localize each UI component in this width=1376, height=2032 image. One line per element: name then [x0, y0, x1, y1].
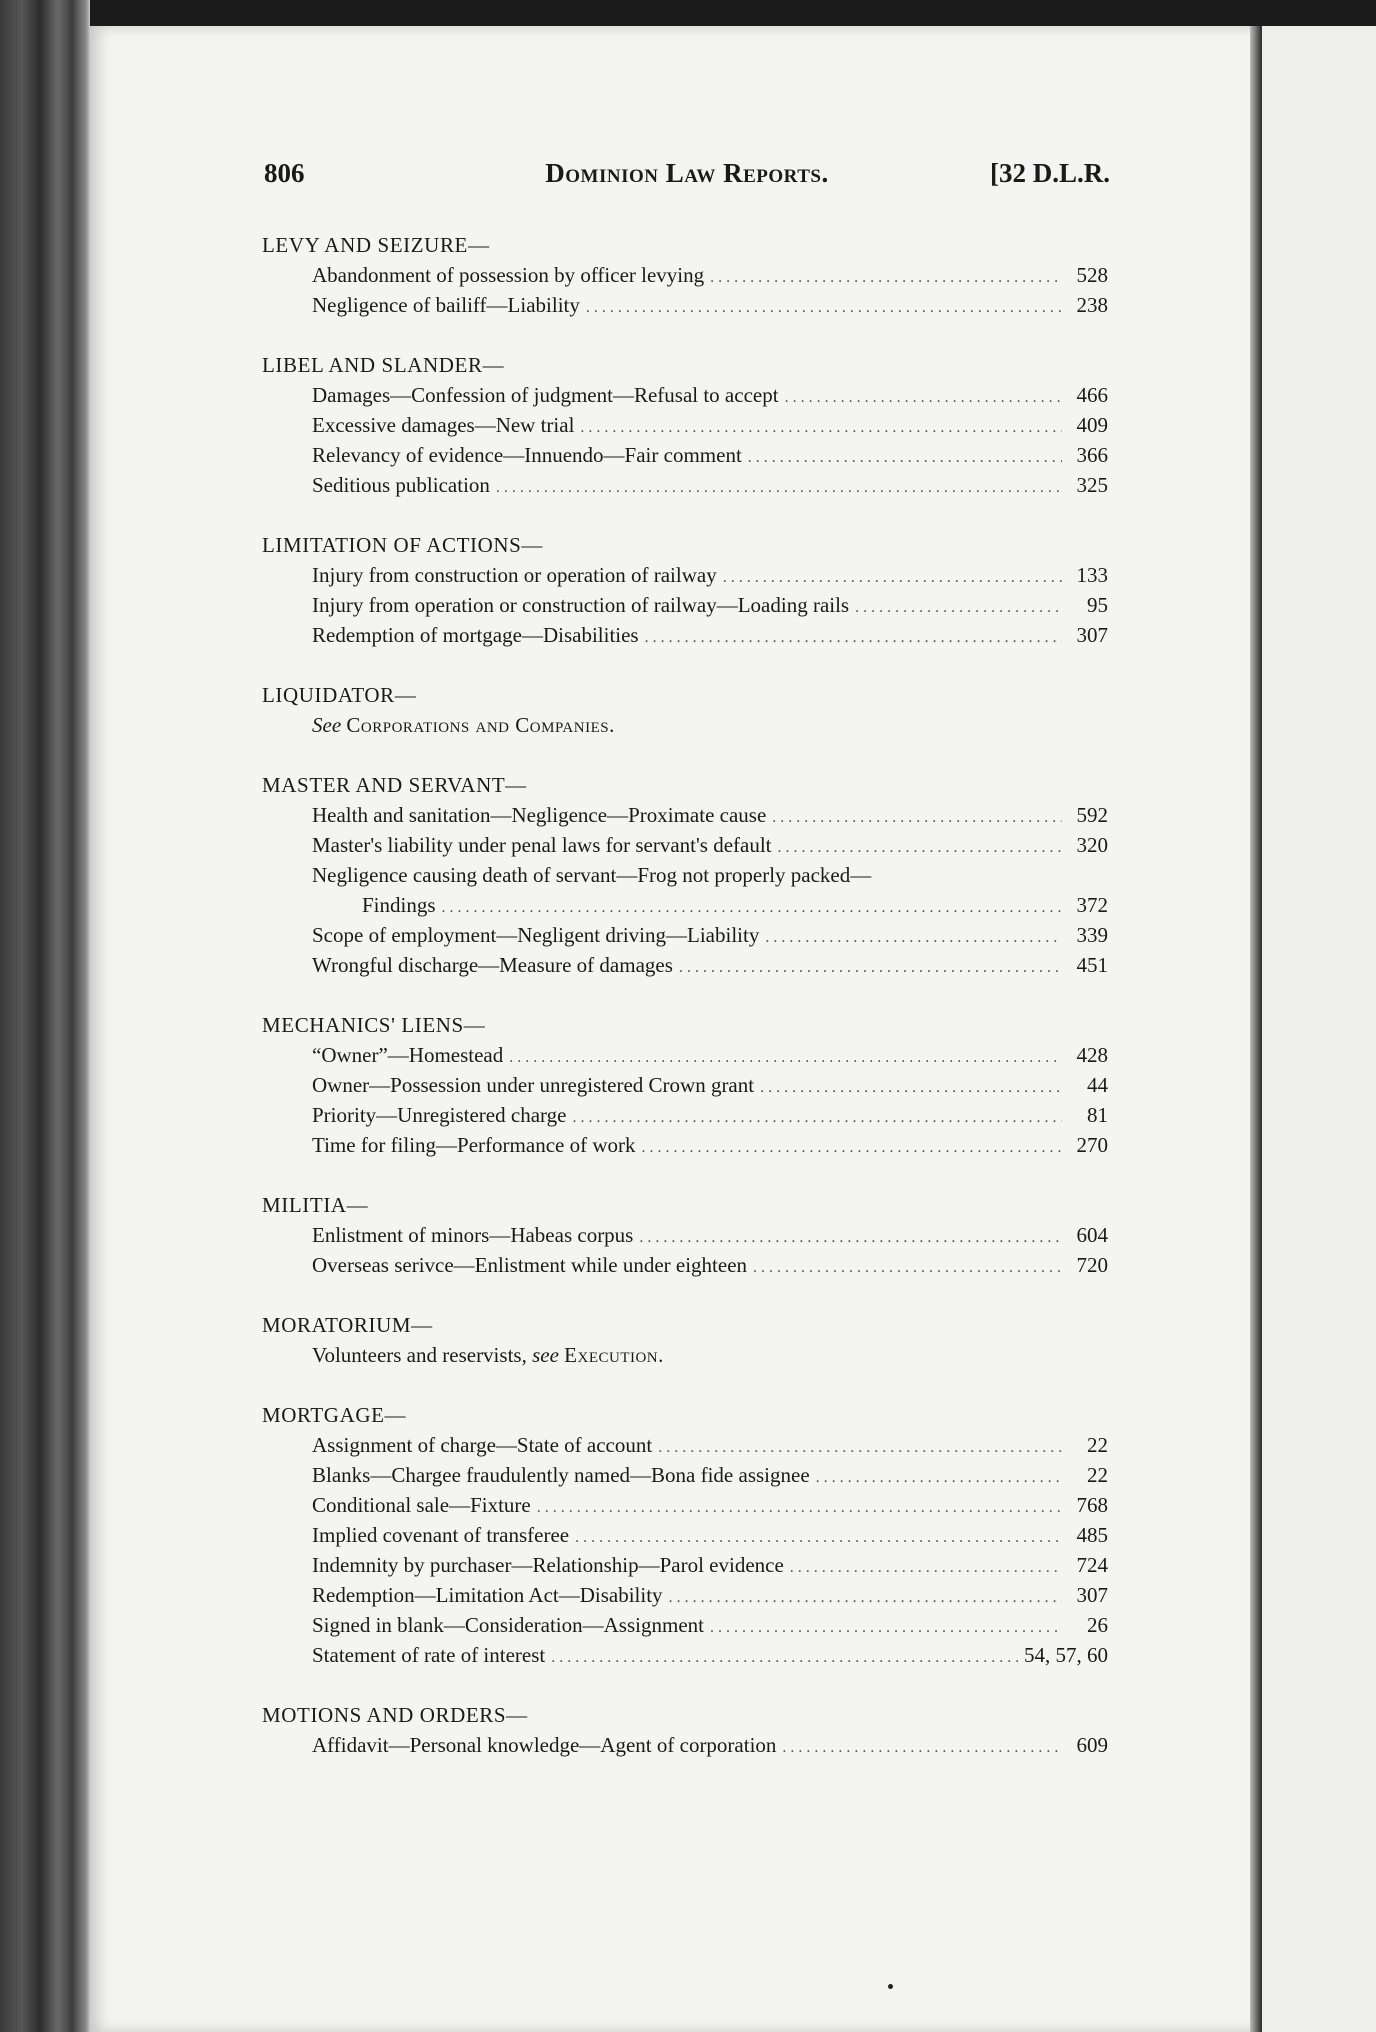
cross-reference-target: Execution.	[564, 1343, 664, 1367]
dot-leader	[778, 833, 1062, 863]
index-entry	[262, 1640, 1108, 1670]
entry-text: Statement of rate of interest	[312, 1643, 546, 1667]
index-entry	[262, 410, 1108, 440]
index-section	[262, 1700, 1108, 1760]
section-heading: MASTER AND SERVANT—	[262, 773, 527, 797]
entry-page: 44	[1087, 1073, 1108, 1097]
index-entry	[262, 1250, 1108, 1280]
index-entry	[262, 1040, 1108, 1070]
scan-top-edge	[0, 0, 1376, 26]
dot-leader	[669, 1583, 1062, 1613]
cross-reference	[262, 710, 1108, 740]
entry-page: 592	[1076, 803, 1108, 827]
index-section	[262, 1310, 1108, 1370]
section-heading: MORATORIUM—	[262, 1313, 433, 1337]
entry-text: Health and sanitation—Negligence—Proximate cause	[312, 803, 767, 827]
entry-page: 409	[1076, 413, 1108, 437]
index-section	[262, 230, 1108, 320]
index-entry	[262, 1220, 1108, 1250]
section-heading: MECHANICS' LIENS—	[262, 1013, 486, 1037]
entry-page: 768	[1076, 1493, 1108, 1517]
entry-page: 54, 57, 60	[1024, 1643, 1108, 1667]
index-entry	[262, 1490, 1108, 1520]
book-binding-edge	[0, 0, 90, 2032]
index-entry	[262, 950, 1108, 980]
dot-leader	[765, 923, 1062, 953]
index-section	[262, 770, 1108, 980]
index-entry	[262, 470, 1108, 500]
entry-page: 485	[1076, 1523, 1108, 1547]
dot-leader	[551, 1643, 1018, 1673]
index-entry	[262, 560, 1108, 590]
dot-leader	[509, 1043, 1062, 1073]
entry-page: 339	[1076, 923, 1108, 947]
scan-speck	[888, 1984, 893, 1989]
dot-leader	[772, 803, 1062, 833]
index-entry	[262, 1130, 1108, 1160]
index-entry	[262, 890, 1108, 920]
dot-leader	[785, 383, 1062, 413]
entry-page: 325	[1076, 473, 1108, 497]
index-entry	[262, 800, 1108, 830]
entry-text: Wrongful discharge—Measure of damages	[312, 953, 673, 977]
dot-leader	[572, 1103, 1062, 1133]
see-word: See	[312, 713, 342, 737]
index-entry	[262, 1520, 1108, 1550]
entry-text: Negligence of bailiff—Liability	[312, 293, 580, 317]
entry-text: Redemption—Limitation Act—Disability	[312, 1583, 663, 1607]
entry-text: Implied covenant of transferee	[312, 1523, 570, 1547]
dot-leader	[645, 623, 1062, 653]
entry-page: 720	[1076, 1253, 1108, 1277]
index-entry	[262, 1430, 1108, 1460]
entry-page: 372	[1076, 893, 1108, 917]
dot-leader	[442, 893, 1062, 923]
entry-text: Enlistment of minors—Habeas corpus	[312, 1223, 634, 1247]
section-heading: LIBEL AND SLANDER—	[262, 353, 505, 377]
cross-reference	[262, 1340, 1108, 1370]
entry-text: Indemnity by purchaser—Relationship—Parol evidence	[312, 1553, 784, 1577]
dot-leader	[496, 473, 1062, 503]
dot-leader	[580, 413, 1062, 443]
entry-page: 26	[1087, 1613, 1108, 1637]
entry-page: 604	[1076, 1223, 1108, 1247]
page-number: 806	[264, 158, 305, 188]
entry-text: Assignment of charge—State of account	[312, 1433, 653, 1457]
entry-text: Blanks—Chargee fraudulently named—Bona fide assignee	[312, 1463, 810, 1487]
entry-text: Affidavit—Personal knowledge—Agent of corporation	[312, 1733, 777, 1757]
running-header	[264, 158, 1110, 198]
dot-leader	[753, 1253, 1062, 1283]
index-section	[262, 530, 1108, 650]
index-entry	[262, 620, 1108, 650]
section-heading: LEVY AND SEIZURE—	[262, 233, 490, 257]
dot-leader	[710, 1613, 1062, 1643]
entry-page: 466	[1076, 383, 1108, 407]
dot-leader	[658, 1433, 1062, 1463]
index-entry	[262, 1610, 1108, 1640]
entry-text: Seditious publication	[312, 473, 490, 497]
index-entry	[262, 920, 1108, 950]
cross-reference-prefix: Volunteers and reservists,	[312, 1343, 533, 1367]
dot-leader	[748, 443, 1062, 473]
entry-page: 307	[1076, 1583, 1108, 1607]
index-entry	[262, 1550, 1108, 1580]
facing-page-edge	[1262, 26, 1376, 2032]
dot-leader	[642, 1133, 1063, 1163]
index-section	[262, 1010, 1108, 1160]
entry-text: Injury from construction or operation of railway	[312, 563, 717, 587]
entry-page: 81	[1087, 1103, 1108, 1127]
index-content	[262, 230, 1108, 1790]
entry-page: 451	[1076, 953, 1108, 977]
cross-reference-target: Corporations and Companies.	[346, 713, 615, 737]
index-entry	[262, 1580, 1108, 1610]
index-entry	[262, 260, 1108, 290]
entry-text: Signed in blank—Consideration—Assignment	[312, 1613, 704, 1637]
index-entry	[262, 1100, 1108, 1130]
dot-leader	[586, 293, 1062, 323]
entry-text: Time for filing—Performance of work	[312, 1133, 636, 1157]
entry-page: 609	[1076, 1733, 1108, 1757]
section-heading: LIQUIDATOR—	[262, 683, 417, 707]
entry-text: Abandonment of possession by officer levying	[312, 263, 705, 287]
dot-leader	[790, 1553, 1062, 1583]
section-heading: MOTIONS AND ORDERS—	[262, 1703, 528, 1727]
index-section	[262, 1400, 1108, 1670]
entry-text: Injury from operation or construction of railway—Loading rails	[312, 593, 850, 617]
dot-leader	[710, 263, 1062, 293]
index-entry	[262, 590, 1108, 620]
entry-page: 428	[1076, 1043, 1108, 1067]
page-gutter	[1250, 26, 1262, 2032]
dot-leader	[679, 953, 1062, 983]
dot-leader	[816, 1463, 1062, 1493]
entry-text: Priority—Unregistered charge	[312, 1103, 567, 1127]
index-section	[262, 350, 1108, 500]
entry-text: Scope of employment—Negligent driving—Liability	[312, 923, 760, 947]
entry-page: 238	[1076, 293, 1108, 317]
entry-page: 320	[1076, 833, 1108, 857]
entry-page: 307	[1076, 623, 1108, 647]
volume-reference: [32 D.L.R.	[990, 158, 1110, 188]
entry-text: Conditional sale—Fixture	[312, 1493, 531, 1517]
dot-leader	[782, 1733, 1062, 1763]
index-entry	[262, 290, 1108, 320]
section-heading: MILITIA—	[262, 1193, 369, 1217]
index-section	[262, 1190, 1108, 1280]
entry-page: 95	[1087, 593, 1108, 617]
entry-page: 22	[1087, 1463, 1108, 1487]
index-section	[262, 680, 1108, 740]
entry-text-continuation: Findings	[362, 893, 436, 917]
entry-page: 366	[1076, 443, 1108, 467]
entry-text: Redemption of mortgage—Disabilities	[312, 623, 639, 647]
entry-page: 270	[1076, 1133, 1108, 1157]
index-entry	[262, 1460, 1108, 1490]
entry-text: Negligence causing death of servant—Frog not properly packed—	[312, 863, 872, 887]
entry-page: 133	[1076, 563, 1108, 587]
index-entry	[262, 1730, 1108, 1760]
dot-leader	[760, 1073, 1062, 1103]
entry-text: Excessive damages—New trial	[312, 413, 575, 437]
dot-leader	[537, 1493, 1062, 1523]
entry-page: 22	[1087, 1433, 1108, 1457]
entry-text: Master's liability under penal laws for servant's default	[312, 833, 772, 857]
entry-text: Overseas serivce—Enlistment while under eighteen	[312, 1253, 748, 1277]
entry-page: 528	[1076, 263, 1108, 287]
see-word: see	[532, 1343, 559, 1367]
entry-text: Relevancy of evidence—Innuendo—Fair comment	[312, 443, 742, 467]
index-entry	[262, 1070, 1108, 1100]
index-entry	[262, 380, 1108, 410]
dot-leader	[575, 1523, 1062, 1553]
dot-leader	[855, 593, 1062, 623]
section-heading: MORTGAGE—	[262, 1403, 407, 1427]
journal-title: Dominion Law Reports.	[545, 158, 829, 188]
entry-text: “Owner”—Homestead	[312, 1043, 504, 1067]
dot-leader	[639, 1223, 1062, 1253]
section-heading: LIMITATION OF ACTIONS—	[262, 533, 544, 557]
entry-text: Damages—Confession of judgment—Refusal to accept	[312, 383, 779, 407]
dot-leader	[723, 563, 1062, 593]
index-entry	[262, 830, 1108, 860]
index-entry	[262, 440, 1108, 470]
entry-page: 724	[1076, 1553, 1108, 1577]
entry-text: Owner—Possession under unregistered Crown grant	[312, 1073, 755, 1097]
